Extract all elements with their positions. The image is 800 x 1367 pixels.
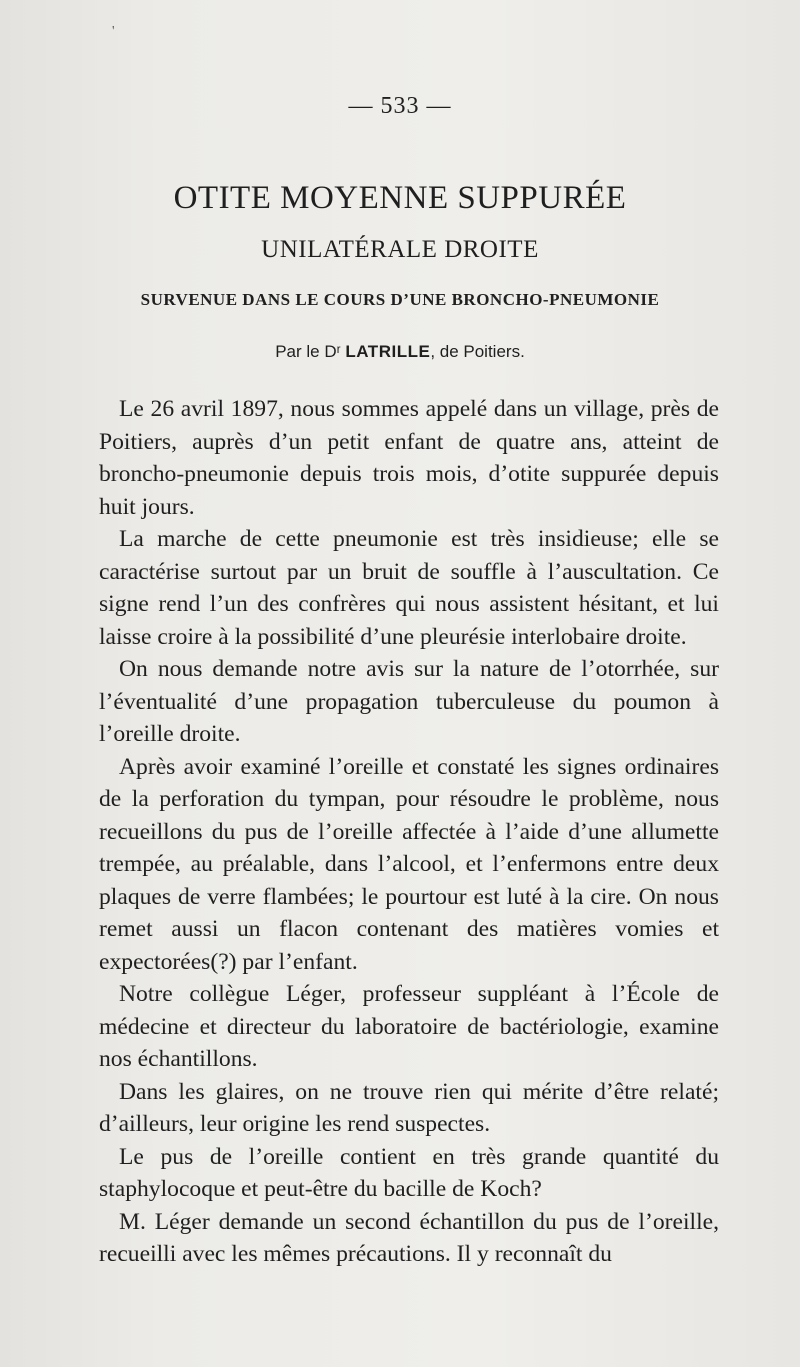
article-subtitle-secondary: SURVENUE DANS LE COURS D’UNE BRONCHO-PNEUMONIE: [140, 290, 660, 309]
byline: [0, 342, 800, 362]
paragraph: Dans les glaires, on ne trouve rien qui mérite d’être relaté; d’ailleurs, leur origine les rend suspectes.: [99, 1078, 719, 1137]
paragraph: M. Léger demande un second échantillon du pus de l’oreille, recueilli avec les mêmes précautions. Il y reconnaît du: [99, 1208, 719, 1267]
byline-prefix: Par le Dʳ: [275, 342, 346, 361]
article-body: [99, 393, 719, 1271]
byline-suffix: , de Poitiers.: [430, 342, 525, 361]
paragraph: Après avoir examiné l’oreille et constaté les signes ordinaires de la perforation du tympan, pour résoudre le problème, nous recueillons du pus de l’oreille affectée à l’aide d’une allumette trempée, au préalable, dans l’alcool, et l’enfermons entre deux plaques de verre flambées; le pourtour est luté à la cire. On nous remet aussi un flacon contenant des matières vomies et expectorées(?) par l’enfant.: [99, 753, 719, 975]
paragraph: On nous demande notre avis sur la nature de l’otorrhée, sur l’éventualité d’une propagation tuberculeuse du poumon à l’oreille droite.: [99, 656, 719, 747]
byline-author: LATRILLE: [345, 342, 431, 361]
page-number: — 533 —: [348, 93, 452, 119]
paragraph: Le pus de l’oreille contient en très grande quantité du staphylocoque et peut-être du bacille de Koch?: [99, 1143, 719, 1202]
article-title: OTITE MOYENNE SUPPURÉE: [173, 180, 627, 216]
paragraph: Notre collègue Léger, professeur suppléant à l’École de médecine et directeur du laboratoire de bactériologie, examine nos échantillons.: [99, 981, 719, 1072]
stray-mark: ': [112, 24, 115, 39]
paragraph: Le 26 avril 1897, nous sommes appelé dans un village, près de Poitiers, auprès d’un petit enfant de quatre ans, atteint de broncho-pneumonie depuis trois mois, d’otite suppurée depuis huit jours.: [99, 396, 719, 520]
paragraph: La marche de cette pneumonie est très insidieuse; elle se caractérise surtout par un bruit de souffle à l’auscultation. Ce signe rend l’un des confrères qui nous assistent hésitant, et lui laisse croire à la possibilité d’une pleurésie interlobaire droite.: [99, 526, 719, 650]
article-subtitle: UNILATÉRALE DROITE: [261, 236, 539, 263]
